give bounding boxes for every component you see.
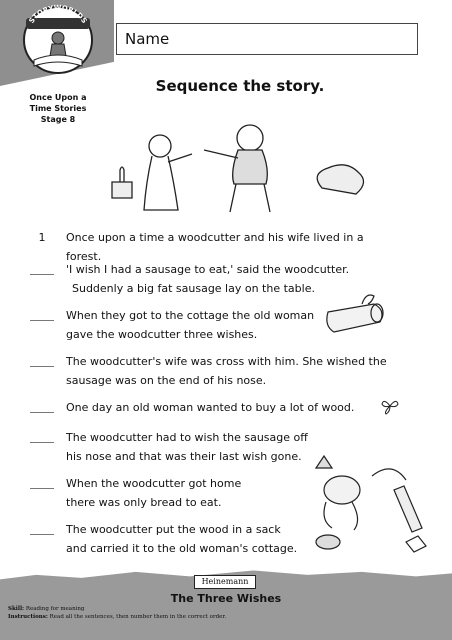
sentence-text: When the woodcutter got home there was only bread to eat. bbox=[66, 477, 242, 509]
sentence-text: The woodcutter put the wood in a sack and carried it to the old woman's cottage. bbox=[66, 523, 298, 555]
series-info bbox=[6, 92, 110, 125]
sentence-text: The woodcutter's wife was cross with him. She wished the sausage was on the end of his nose. bbox=[66, 355, 387, 387]
sentence-text: Once upon a time a woodcutter and his wife lived in a forest. bbox=[66, 231, 364, 263]
storyworlds-logo bbox=[20, 4, 96, 76]
instructions-line: Instructions: Read all the sentences, then number them in the correct order. bbox=[8, 614, 227, 620]
sequence-number[interactable]: 1 bbox=[38, 231, 46, 244]
series-line: Time Stories bbox=[29, 104, 87, 113]
sentence-text: The woodcutter had to wish the sausage off his nose and that was their last wish gone. bbox=[66, 431, 308, 463]
log-illustration bbox=[322, 286, 392, 342]
name-field[interactable] bbox=[116, 23, 418, 55]
sentence-text: One day an old woman wanted to buy a lot of wood. bbox=[66, 401, 355, 414]
woodcutter-and-wife-illustration bbox=[100, 112, 400, 220]
sentence-text: 'I wish I had a sausage to eat,' said the woodcutter. Suddenly a big fat sausage lay on the table. bbox=[66, 263, 350, 295]
name-label: Name bbox=[125, 30, 170, 48]
sequence-blank[interactable] bbox=[30, 412, 54, 413]
series-stage: Stage 8 bbox=[40, 115, 76, 124]
animals-illustration bbox=[302, 450, 442, 560]
series-line: Once Upon a bbox=[29, 93, 87, 102]
sequence-blank[interactable] bbox=[30, 274, 54, 275]
svg-text:STORYWORLDS: STORYWORLDS bbox=[27, 4, 89, 25]
skill-line: Skill: Reading for meaning bbox=[8, 606, 85, 612]
page-title: Sequence the story. bbox=[155, 77, 325, 95]
sequence-blank[interactable] bbox=[30, 534, 54, 535]
publisher-logo: Heinemann bbox=[194, 575, 256, 589]
sequence-blank[interactable] bbox=[30, 320, 54, 321]
butterfly-icon bbox=[380, 396, 400, 416]
sequence-blank[interactable] bbox=[30, 366, 54, 367]
book-title: The Three Wishes bbox=[170, 592, 282, 605]
sequence-blank[interactable] bbox=[30, 488, 54, 489]
sentence-text: When they got to the cottage the old woman gave the woodcutter three wishes. bbox=[66, 309, 315, 341]
sequence-blank[interactable] bbox=[30, 442, 54, 443]
